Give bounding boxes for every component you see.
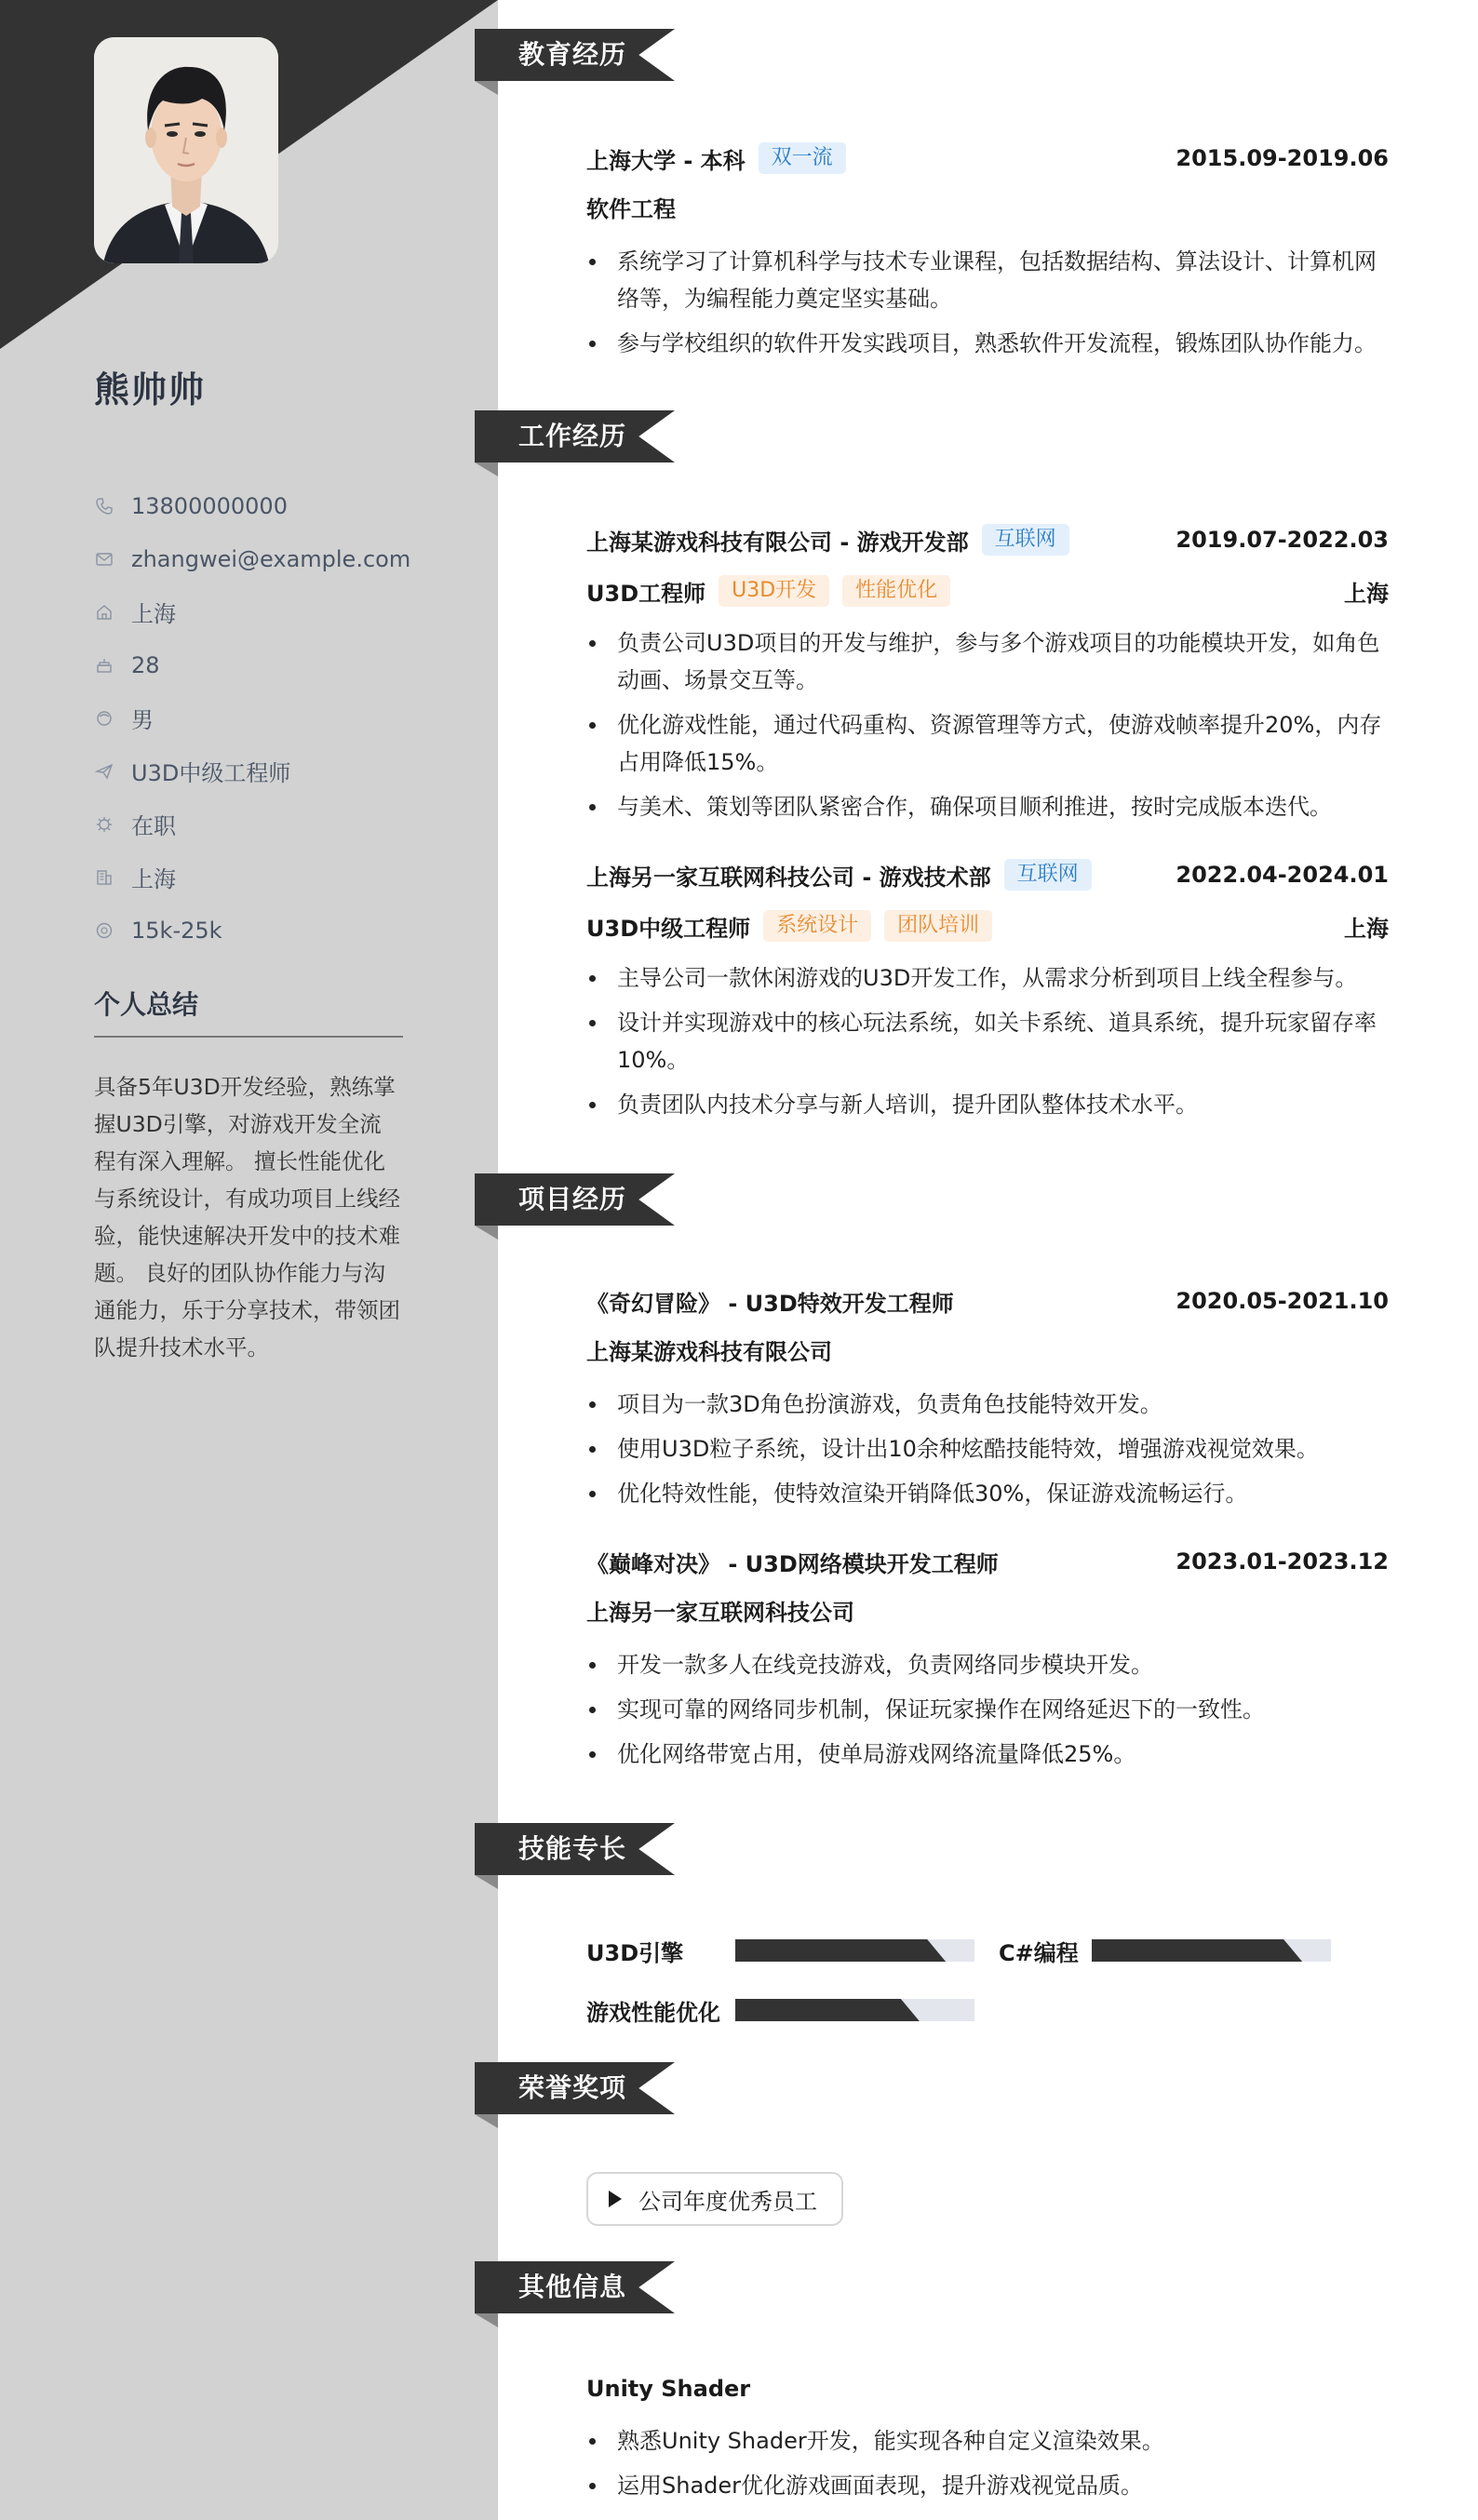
cake-icon [94, 655, 114, 676]
education-period: 2015.09-2019.06 [1176, 145, 1389, 171]
list-item: 设计并实现游戏中的核心玩法系统，如关卡系统、道具系统，提升玩家留存率10%。 [586, 1004, 1389, 1079]
project-period: 2020.05-2021.10 [1176, 1288, 1389, 1314]
project-title: 《奇幻冒险》 - U3D特效开发工程师 [586, 1290, 954, 1317]
skill-item [586, 1991, 974, 2029]
gender-icon [94, 708, 114, 729]
skill-name: U3D引擎 [586, 1939, 684, 1966]
play-triangle-icon [609, 2191, 622, 2207]
contact-phone-text: 13800000000 [131, 492, 288, 519]
list-item: 运用Shader优化游戏画面表现，提升游戏视觉品质。 [586, 2467, 1389, 2504]
ribbon-fold-decoration [475, 2114, 498, 2128]
home-icon [94, 602, 114, 623]
work-2-bullets [586, 959, 1389, 1131]
education-major: 软件工程 [586, 196, 676, 222]
contact-list [94, 479, 410, 957]
ribbon-fold-decoration [475, 1226, 498, 1240]
list-item: 负责公司U3D项目的开发与维护，参与多个游戏项目的功能模块开发，如角色动画、场景交互等。 [586, 624, 1389, 699]
candidate-name: 熊帅帅 [94, 369, 207, 410]
phone-icon [94, 496, 114, 516]
other-title: Unity Shader [586, 2376, 751, 2402]
contact-email [94, 532, 410, 585]
list-item: 使用U3D粒子系统，设计出10余种炫酷技能特效，增强游戏视觉效果。 [586, 1430, 1389, 1468]
section-header-awards [475, 2062, 679, 2114]
section-title: 工作经历 [518, 421, 627, 451]
project-2-header [586, 1543, 1389, 1580]
work-industry-tag: 互联网 [1004, 859, 1092, 891]
section-title: 教育经历 [518, 39, 627, 70]
section-title: 荣誉奖项 [518, 2072, 627, 2103]
contact-position [94, 744, 410, 798]
project-1-bullets [586, 1386, 1389, 1520]
skill-item [586, 1932, 974, 1969]
avatar [94, 37, 278, 263]
work-period: 2022.04-2024.01 [1176, 862, 1389, 888]
sidebar [0, 0, 498, 2520]
skill-fill [1092, 1939, 1302, 1962]
list-item: 系统学习了计算机科学与技术专业课程，包括数据结构、算法设计、计算机网络等，为编程能力奠定坚实基础。 [586, 243, 1389, 317]
section-header-work [475, 410, 679, 462]
section-header-skills [475, 1823, 679, 1875]
project-period: 2023.01-2023.12 [1176, 1548, 1389, 1575]
contact-age [94, 638, 410, 691]
work-industry-tag: 互联网 [982, 524, 1069, 556]
project-company: 上海另一家互联网科技公司 [586, 1600, 854, 1626]
work-skill-tag: 性能优化 [842, 575, 950, 607]
skill-fill [735, 1999, 920, 2021]
work-period: 2019.07-2022.03 [1176, 527, 1389, 553]
education-header [586, 140, 1389, 177]
work-1-header [586, 521, 1389, 558]
contact-location [94, 585, 410, 638]
summary-text: 具备5年U3D开发经验，熟练掌握U3D引擎，对游戏开发全流程有深入理解。 擅长性能优化与系统设计，有成功项目上线经验，能快速解决开发中的技术难题。 良好的团队协作能力与沟通能力，乐于分享技术，带领团队提升技术水平。 [94, 1074, 400, 1361]
list-item: 项目为一款3D角色扮演游戏，负责角色技能特效开发。 [586, 1386, 1389, 1423]
mail-icon [94, 549, 114, 570]
section-header-education [475, 29, 679, 81]
skill-name: C#编程 [999, 1939, 1079, 1966]
skill-fill [735, 1939, 946, 1962]
salary-icon [94, 920, 114, 941]
summary-title: 个人总结 [94, 989, 199, 1020]
contact-city [94, 851, 410, 904]
contact-phone [94, 479, 410, 532]
list-item: 熟悉Unity Shader开发，能实现各种自定义渲染效果。 [586, 2422, 1389, 2460]
section-title: 技能专长 [518, 1833, 627, 1864]
skill-bar [735, 1999, 974, 2021]
work-role: U3D工程师 [586, 580, 706, 607]
contact-status-text: 在职 [131, 813, 176, 839]
skill-bar [735, 1939, 974, 1962]
work-1-bullets [586, 624, 1389, 833]
award-text: 公司年度优秀员工 [638, 2188, 817, 2215]
project-company: 上海某游戏科技有限公司 [586, 1339, 832, 1365]
work-skill-tag: U3D开发 [719, 575, 829, 607]
ribbon-fold-decoration [475, 1875, 498, 1889]
send-icon [94, 761, 114, 782]
skill-bar [1092, 1939, 1331, 1962]
summary-divider [94, 1036, 403, 1038]
section-header-projects [475, 1173, 679, 1226]
section-title: 项目经历 [518, 1184, 627, 1214]
contact-email-text: zhangwei@example.com [131, 545, 411, 572]
work-city: 上海 [1344, 580, 1389, 607]
skill-name: 游戏性能优化 [586, 1999, 720, 2026]
work-2-header [586, 856, 1389, 893]
avatar-portrait-icon [94, 37, 278, 263]
skill-item [999, 1932, 1331, 1969]
project-1-header [586, 1282, 1389, 1320]
other-bullets [586, 2422, 1389, 2512]
contact-gender-text: 男 [131, 707, 154, 733]
section-header-other [475, 2261, 679, 2313]
contact-status [94, 798, 410, 851]
list-item: 实现可靠的网络同步机制，保证玩家操作在网络延迟下的一致性。 [586, 1691, 1389, 1728]
building-icon [94, 867, 114, 888]
work-role: U3D中级工程师 [586, 915, 751, 942]
section-title: 其他信息 [518, 2272, 627, 2302]
list-item: 优化游戏性能，通过代码重构、资源管理等方式，使游戏帧率提升20%，内存占用降低15%。 [586, 706, 1389, 781]
education-school: 上海大学 - 本科 [586, 147, 746, 174]
contact-gender [94, 691, 410, 744]
contact-salary-text: 15k-25k [131, 917, 222, 944]
work-company: 上海另一家互联网科技公司 - 游戏技术部 [586, 864, 991, 891]
main-content [498, 0, 1478, 2520]
ribbon-fold-decoration [475, 2313, 498, 2327]
list-item: 优化特效性能，使特效渲染开销降低30%，保证游戏流畅运行。 [586, 1475, 1389, 1512]
ribbon-fold-decoration [475, 81, 498, 95]
project-2-bullets [586, 1646, 1389, 1780]
list-item: 负责团队内技术分享与新人培训，提升团队整体技术水平。 [586, 1086, 1389, 1123]
contact-salary [94, 904, 410, 957]
contact-city-text: 上海 [131, 866, 176, 892]
work-city: 上海 [1344, 915, 1389, 942]
contact-location-text: 上海 [131, 601, 176, 627]
contact-position-text: U3D中级工程师 [131, 760, 291, 786]
education-tag: 双一流 [759, 142, 846, 174]
work-skill-tag: 系统设计 [763, 910, 871, 942]
list-item: 参与学校组织的软件开发实践项目，熟悉软件开发流程，锻炼团队协作能力。 [586, 325, 1389, 362]
work-company: 上海某游戏科技有限公司 - 游戏开发部 [586, 529, 969, 556]
list-item: 开发一款多人在线竞技游戏，负责网络同步模块开发。 [586, 1646, 1389, 1683]
ribbon-fold-decoration [475, 462, 498, 476]
work-skill-tag: 团队培训 [884, 910, 992, 942]
list-item: 优化网络带宽占用，使单局游戏网络流量降低25%。 [586, 1736, 1389, 1773]
status-icon [94, 814, 114, 835]
project-title: 《巅峰对决》 - U3D网络模块开发工程师 [586, 1550, 999, 1577]
list-item: 主导公司一款休闲游戏的U3D开发工作，从需求分析到项目上线全程参与。 [586, 959, 1389, 997]
list-item: 与美术、策划等团队紧密合作，确保项目顺利推进，按时完成版本迭代。 [586, 788, 1389, 825]
contact-age-text: 28 [131, 651, 160, 678]
work-1-role-row [586, 572, 1389, 610]
work-2-role-row [586, 907, 1389, 945]
award-badge [586, 2172, 843, 2226]
education-bullets [586, 243, 1389, 369]
